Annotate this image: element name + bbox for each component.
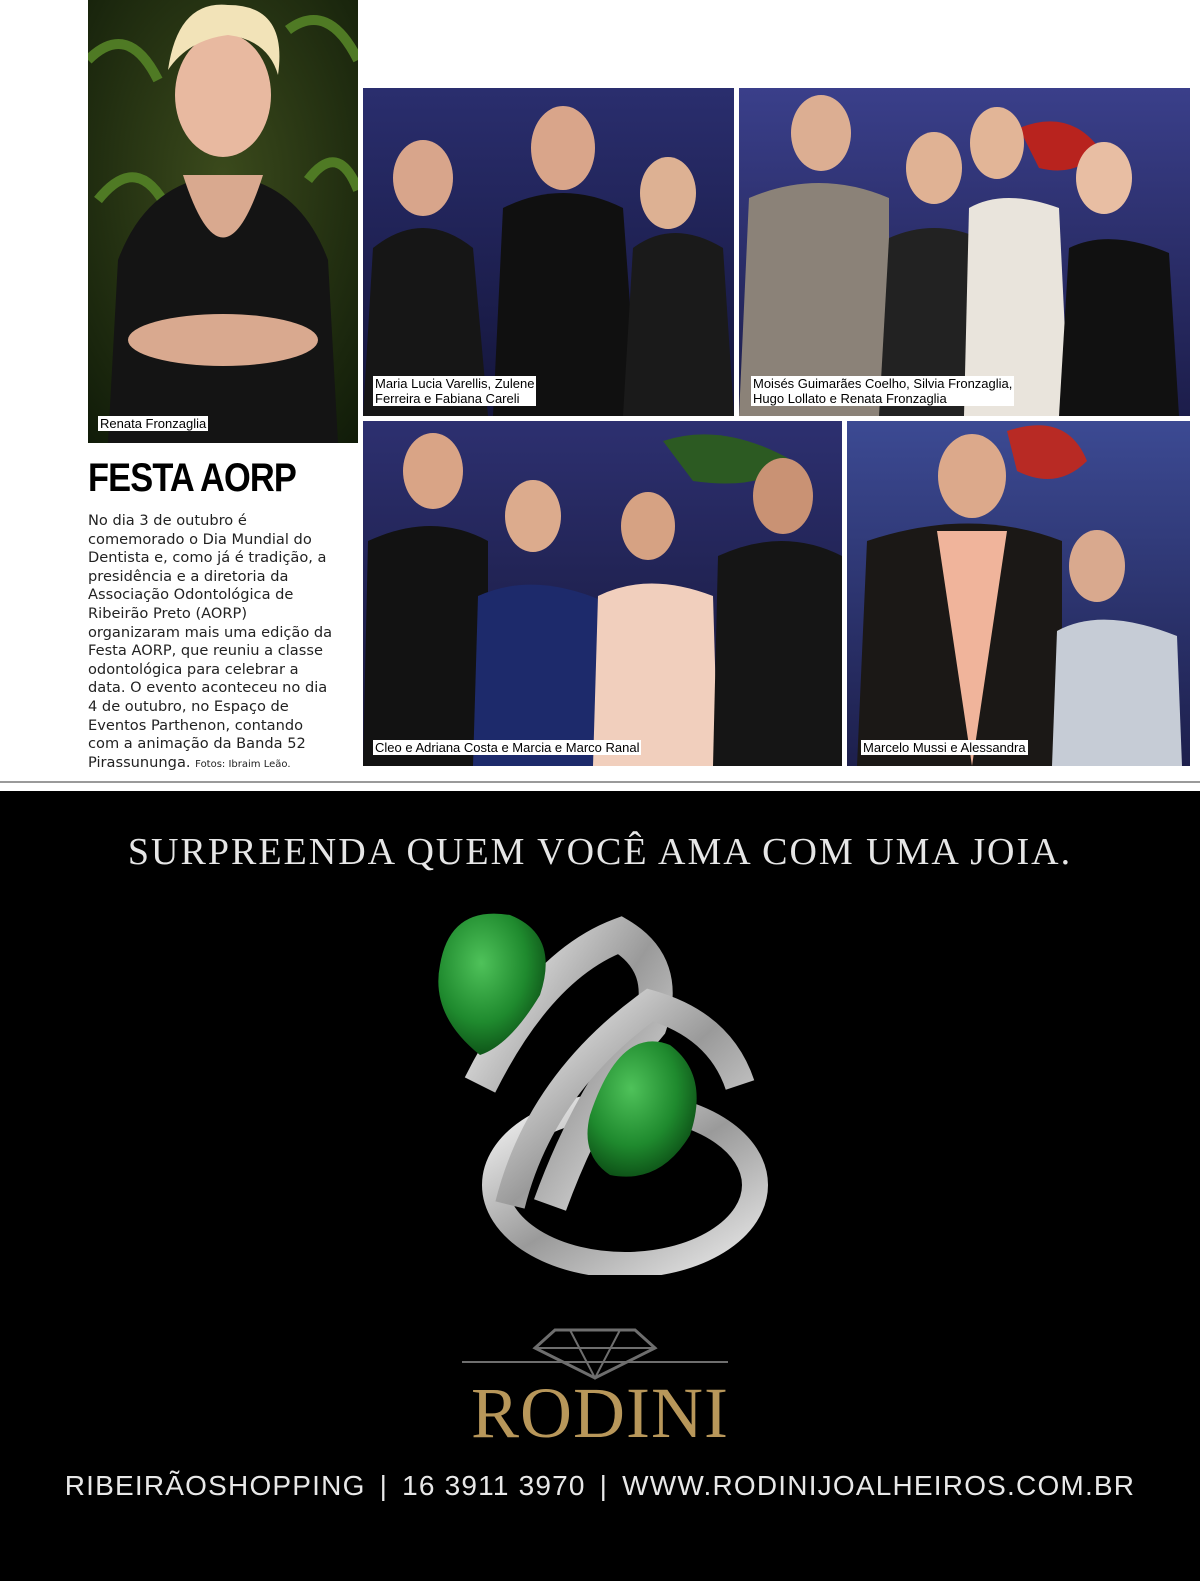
caption-line: Renata Fronzaglia	[100, 416, 207, 431]
photo-3-image	[739, 88, 1190, 416]
article-title: FESTA AORP	[88, 456, 296, 500]
photo-4-image	[363, 421, 842, 766]
article-body	[88, 512, 338, 774]
ad-tagline: SURPREENDA QUEM VOCÊ AMA COM UMA JOIA.	[127, 831, 1073, 873]
photo-1-image	[88, 0, 358, 443]
photo-2-caption	[373, 376, 536, 406]
store-location: RIBEIRÃOSHOPPING	[64, 1470, 366, 1501]
photo-3-caption	[751, 376, 1014, 406]
article-body-text: No dia 3 de outubro é comemorado o Dia Mundial do Dentista e, como já é tradição, a presidência e a diretoria da Associação Odontológica de Ribeirão Preto (AORP) organizaram mais uma edição da Festa AORP, que reuniu a classe odontológica para celebrar a data. O evento aconteceu no dia 4 de outubro, no Espaço de Eventos Parthenon, contando com a animação da Banda 52 Pirassununga.	[88, 512, 333, 771]
brand-name: RODINI	[471, 1373, 729, 1453]
emerald-ring-image	[420, 905, 770, 1275]
photo-marcelo-alessandra	[847, 421, 1190, 766]
photo-5-caption	[861, 740, 1028, 755]
phone-number: 16 3911 3970	[402, 1470, 586, 1501]
section-divider	[0, 781, 1200, 783]
website-url: WWW.RODINIJOALHEIROS.COM.BR	[622, 1470, 1136, 1501]
photo-1-caption	[98, 416, 208, 431]
photo-renata-fronzaglia	[88, 0, 358, 443]
photo-5-image	[847, 421, 1190, 766]
photo-maria-lucia-zulene-fabiana	[363, 88, 734, 416]
separator: |	[599, 1470, 609, 1501]
caption-line: Marcelo Mussi e Alessandra	[863, 740, 1026, 755]
photo-4-caption	[373, 740, 641, 755]
caption-line: Moisés Guimarães Coelho, Silvia Fronzaglia,	[753, 376, 1013, 391]
ad-contact-info	[0, 1470, 1200, 1502]
photo-credit: Fotos: Ibraim Leão.	[195, 758, 291, 770]
separator: |	[379, 1470, 389, 1501]
caption-line: Ferreira e Fabiana Careli	[375, 391, 520, 406]
photo-cleo-adriana-marcia-marco	[363, 421, 842, 766]
caption-line: Cleo e Adriana Costa e Marcia e Marco Ranal	[375, 740, 640, 755]
photo-moises-silvia-hugo-renata	[739, 88, 1190, 416]
caption-line: Maria Lucia Varellis, Zulene	[375, 376, 535, 391]
caption-line: Hugo Lollato e Renata Fronzaglia	[753, 391, 947, 406]
photo-2-image	[363, 88, 734, 416]
